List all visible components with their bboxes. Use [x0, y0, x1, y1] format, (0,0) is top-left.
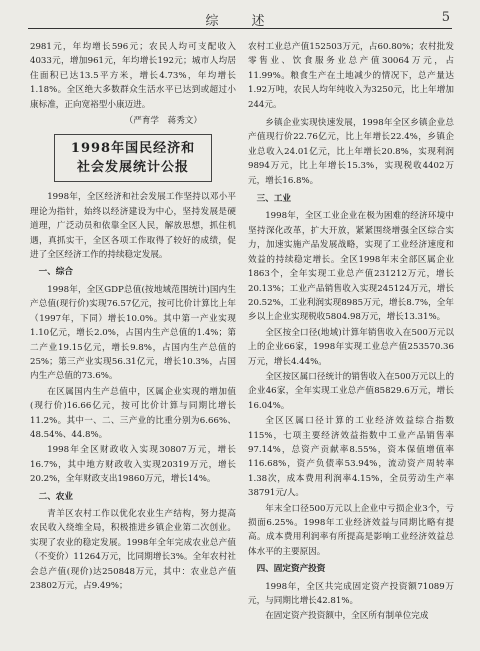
section-heading: 四、固定资产投资	[256, 564, 326, 575]
paragraph: 全区按区属口径统计的销售收入在500万元以上的企业46家，全年实现工业总产值85829.6万元，增长16.04%。	[248, 371, 454, 411]
right-column	[248, 40, 454, 625]
paragraph: 1998年，全区工业企业在极为困难的经济环境中坚持深化改革，扩大开放，紧紧围绕增强全区综合实力，加速实施产品发展战略，实现了工业经济速度和效益的持续稳定增长。全区1998年末全部区属企业1863个，全年实现工业总产值231212万元，增长20.13%；工业产品销售收入实现245124万元，增长20.52%，工业利润实现8985万元，增长8.7%，全年乡以上企业实现税收5804.98万元，增长13.31%。	[248, 211, 454, 323]
paragraph: 1998年全区财政收入实现30807万元，增长16.7%，其中地方财政收入实现20319万元，增长20.2%，全年财政支出19860万元，增长14%。	[30, 445, 236, 485]
left-column	[30, 40, 236, 594]
report-title	[30, 134, 236, 182]
paragraph: 在区属国内生产总值中，区属企业实现的增加值(现行价)16.66亿元，按可比价计算与同期比增长11.2%。其中一、二、三产业的比重分别为6.66%、48.54%、44.8%。	[30, 386, 236, 440]
paragraph: 1998年，全区GDP总值(按地域范围统计)国内生产总值(现行价)实现76.57亿元，按可比价计算比上年（1997年，下同）增长10.0%。其中第一产业实现1.10亿元，增长2.0%，占国内生产总值的1.4%；第二产业19.15亿元，增长9.8%，占国内生产总值的25%；第三产业实现56.31亿元，增长10.3%，占国内生产总值的73.6%。	[30, 284, 236, 382]
paragraph: 农村工业总产值152503万元，占60.80%；农村批发零售业、饮食服务业总产值30064万元，占11.99%。粮食生产在土地减少的情况下，总产量达1.92万吨，农民人均年纯收入为3250元，比上年增加244元。	[248, 42, 454, 110]
header-rule	[28, 28, 452, 29]
section-heading: 一、综合	[38, 267, 73, 278]
report-title-line-2: 社会发展统计公报	[76, 160, 189, 176]
paragraph: 1998年，全区共完成固定资产投资额71089万元，与同期比增长42.81%。	[248, 581, 454, 607]
page-header	[28, 8, 452, 30]
report-title-line-1: 1998年国民经济和	[70, 141, 196, 157]
paragraph: 1998年，全区经济和社会发展工作坚持以邓小平理论为指针，始终以经济建设为中心，坚持发展是硬道理，广泛动员和依靠全区人民，解放思想，抓住机遇，真抓实干，全区各项工作取得了较好的成绩，促进了全区经济工作的持续稳定发展。	[30, 192, 236, 261]
paragraph: 全区区属口径计算的工业经济效益综合指数115%，七项主要经济效益指数中工业产品销售率97.14%，总资产贡献率8.55%，资本保值增值率116.68%，资产负债率53.94%，流动资产周转率1.38次，成本费用利润率4.15%，全员劳动生产率38791元/人。	[248, 416, 454, 499]
section-heading: 三、工业	[256, 194, 291, 205]
paragraph: 2981元，年均增长596元；农民人均可支配收入4033元，增加961元，年均增长192元；城市人均居住面积已达13.5平方米，增长4.73%，年均增长1.18%。全区绝大多数群众生活水平已达到或超过小康标准，正向宽裕型小康迈进。	[30, 42, 236, 110]
author-signature: （严育学 蒋秀文）	[124, 116, 202, 127]
paragraph: 乡镇企业实现快速发展，1998年全区乡镇企业总产值现行价22.76亿元，比上年增长22.4%，乡镇企业总收入24.01亿元，比上年增长20.8%，实现利润9894万元，比上年增长15.3%，实现税收4402万元，增长16.8%。	[248, 118, 454, 186]
running-title: 综 述	[205, 14, 275, 29]
page-number: 5	[441, 10, 450, 25]
paragraph: 青羊区农村工作以优化农业生产结构，努力提高农民收入绕维全局，积极推进乡镇企业第二次创业。实现了农业的稳定发展。1998年全年完成农业总产值（不变价）11264万元，比同期增长3%。全年农村社会总产值(现价)达250848万元，其中：农业总产值23802万元，占9.49%；	[30, 508, 236, 591]
paragraph: 年末全口径500万元以上企业中亏损企业3个，亏损面6.25%。1998年工业经济效益与同期比略有提高。成本费用利润率有所提高是影响工业经济效益总体水平的主要原因。	[248, 503, 454, 557]
section-heading: 二、农业	[38, 491, 73, 502]
report-title-box	[54, 134, 212, 182]
paragraph: 在固定资产投资额中，全区所有制单位完成	[265, 611, 429, 622]
paragraph: 全区按全口径(地域)计算年销售收入在500万元以上的企业66家，1998年实现工业总产值253570.36万元，增长4.44%。	[248, 327, 454, 367]
